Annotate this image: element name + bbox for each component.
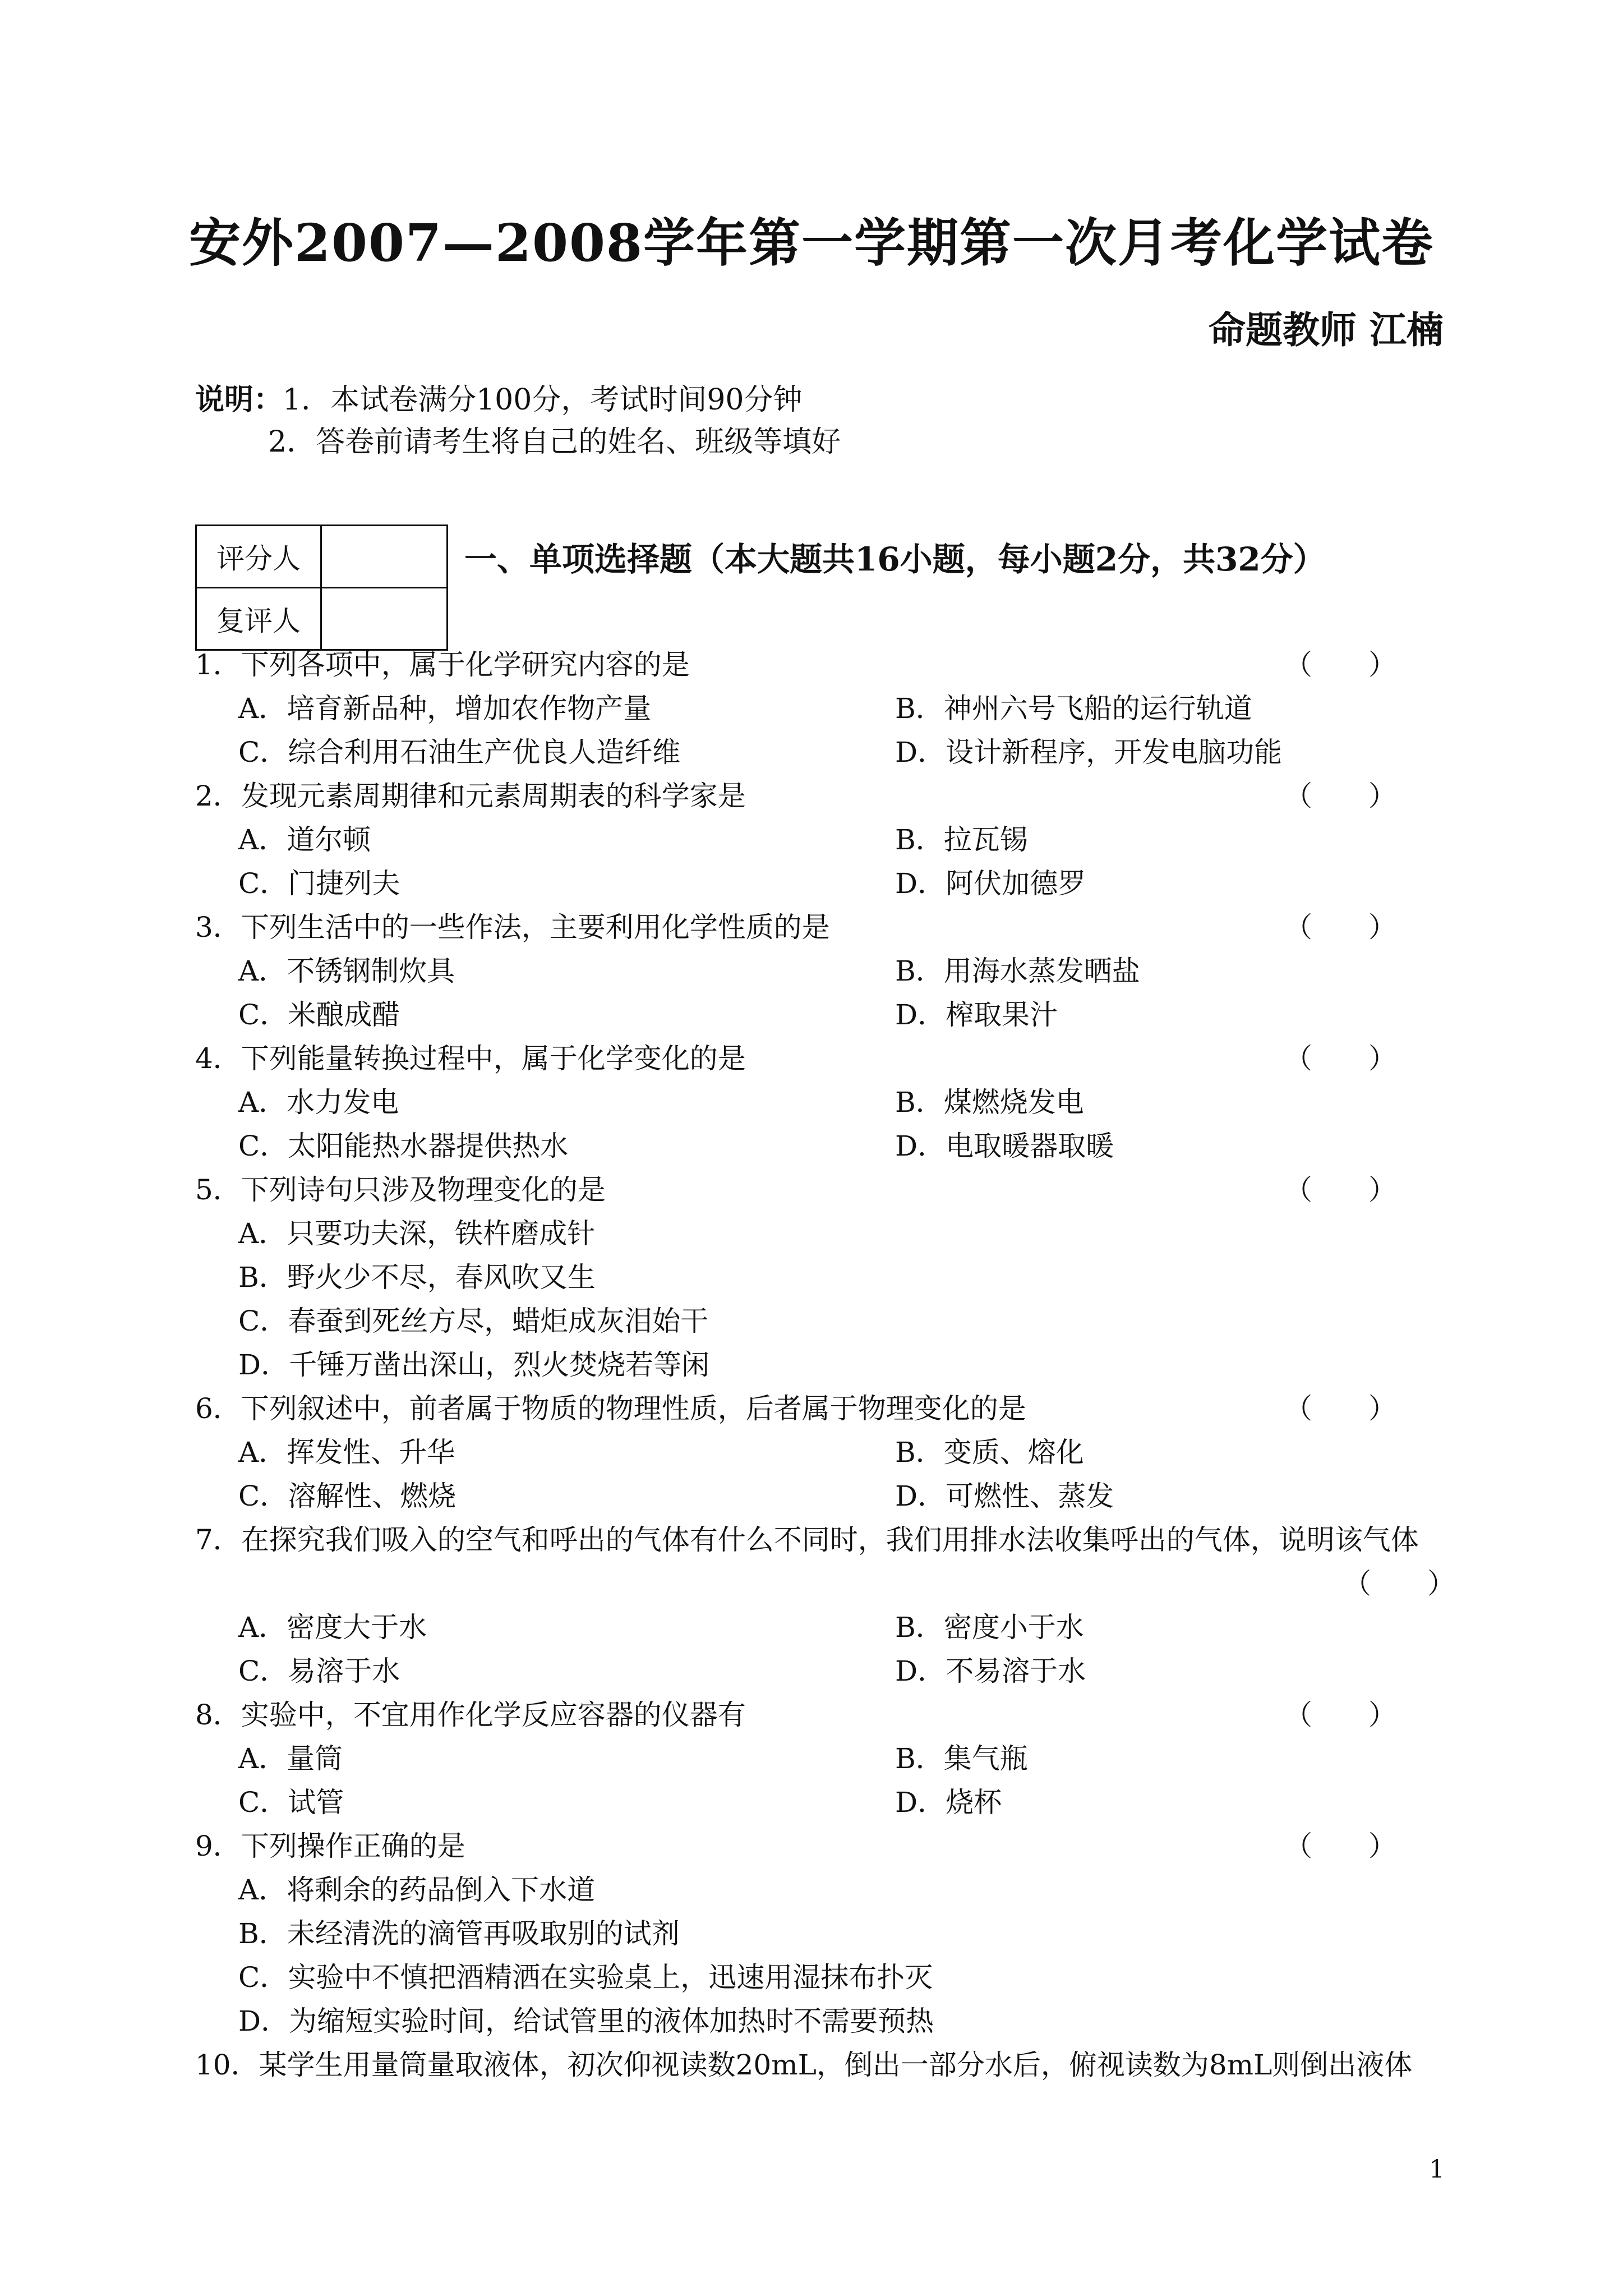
instructions-label: 说明： <box>195 383 283 417</box>
question-stem: 2．发现元素周期律和元素周期表的科学家是 <box>195 780 746 812</box>
question-option: C．米酿成醋 <box>238 999 400 1031</box>
grader-label: 评分人 <box>196 526 321 588</box>
grader-box <box>195 524 448 651</box>
question-option: B．密度小于水 <box>895 1611 1084 1644</box>
answer-paren: （ ） <box>1284 780 1396 812</box>
answer-paren: （ ） <box>1284 1830 1396 1862</box>
question-option: A．不锈钢制炊具 <box>238 955 455 987</box>
page-number: 1 <box>1429 2155 1445 2184</box>
question-option: A．道尔顿 <box>238 823 371 856</box>
question-option: C．综合利用石油生产优良人造纤维 <box>238 736 681 769</box>
question-option: B．变质、熔化 <box>895 1436 1084 1469</box>
question-option: B．拉瓦锡 <box>895 823 1028 856</box>
question-option: D．设计新程序，开发电脑功能 <box>895 736 1283 769</box>
question-option: B．用海水蒸发晒盐 <box>895 955 1140 987</box>
question-option: B．未经清洗的滴管再吸取别的试剂 <box>238 1917 680 1950</box>
question-stem: 4．下列能量转换过程中，属于化学变化的是 <box>195 1042 746 1075</box>
question-stem: 6．下列叙述中，前者属于物质的物理性质，后者属于物理变化的是 <box>195 1392 1026 1425</box>
question-option: C．春蚕到死丝方尽，蜡炬成灰泪始干 <box>238 1305 709 1337</box>
question-option: D．千锤万凿出深山，烈火焚烧若等闲 <box>238 1349 710 1381</box>
question-option: A．挥发性、升华 <box>238 1436 455 1469</box>
question-option: A．培育新品种，增加农作物产量 <box>238 692 652 725</box>
question-option: D．烧杯 <box>895 1786 1002 1819</box>
question-option: B．野火少不尽，春风吹又生 <box>238 1261 596 1294</box>
answer-paren: （ ） <box>1284 648 1396 681</box>
answer-paren: （ ） <box>1284 1042 1396 1075</box>
answer-paren: （ ） <box>1343 1567 1455 1600</box>
instruction-item-1: 1．本试卷满分100分，考试时间90分钟 <box>283 383 803 417</box>
question-stem: 7．在探究我们吸入的空气和呼出的气体有什么不同时，我们用排水法收集呼出的气体，说明该气体 <box>195 1524 1419 1556</box>
question-option: B．集气瓶 <box>895 1742 1028 1775</box>
question-option: A．只要功夫深，铁杵磨成针 <box>238 1217 596 1250</box>
question-option: D．阿伏加德罗 <box>895 867 1086 900</box>
question-option: D．不易溶于水 <box>895 1655 1086 1687</box>
question-option: D．榨取果汁 <box>895 999 1058 1031</box>
answer-paren: （ ） <box>1284 1699 1396 1731</box>
answer-paren: （ ） <box>1284 1392 1396 1425</box>
instruction-item-2: 2．答卷前请考生将自己的姓名、班级等填好 <box>268 425 841 459</box>
question-option: A．量筒 <box>238 1742 343 1775</box>
question-stem: 8．实验中，不宜用作化学反应容器的仪器有 <box>195 1699 746 1731</box>
question-option: C．实验中不慎把酒精洒在实验桌上，迅速用湿抹布扑灭 <box>238 1961 933 1994</box>
question-stem: 3．下列生活中的一些作法，主要利用化学性质的是 <box>195 911 830 944</box>
section-1-title: 一、单项选择题（本大题共16小题，每小题2分，共32分） <box>464 540 1326 578</box>
question-stem: 1．下列各项中，属于化学研究内容的是 <box>195 648 690 681</box>
instructions-line-1 <box>195 376 803 418</box>
question-stem: 5．下列诗句只涉及物理变化的是 <box>195 1174 606 1206</box>
reviewer-score-cell <box>321 588 448 650</box>
question-option: C．试管 <box>238 1786 344 1819</box>
answer-paren: （ ） <box>1284 1174 1396 1206</box>
question-option: C．太阳能热水器提供热水 <box>238 1130 569 1162</box>
grader-score-cell <box>321 526 448 588</box>
question-option: B．煤燃烧发电 <box>895 1086 1084 1119</box>
question-option: C．溶解性、燃烧 <box>238 1480 457 1512</box>
exam-title: 安外2007—2008学年第一学期第一次月考化学试卷 <box>188 213 1435 273</box>
reviewer-label: 复评人 <box>196 588 321 650</box>
answer-paren: （ ） <box>1284 911 1396 944</box>
question-option: D．为缩短实验时间，给试管里的液体加热时不需要预热 <box>238 2005 934 2037</box>
question-stem: 10．某学生用量筒量取液体，初次仰视读数20mL，倒出一部分水后，俯视读数为8mL则倒出液体 <box>195 2049 1413 2081</box>
question-option: B．神州六号飞船的运行轨道 <box>895 692 1252 725</box>
question-option: A．将剩余的药品倒入下水道 <box>238 1874 596 1906</box>
question-option: D．可燃性、蒸发 <box>895 1480 1114 1512</box>
question-option: A．密度大于水 <box>238 1611 427 1644</box>
question-option: A．水力发电 <box>238 1086 399 1119</box>
question-option: C．门捷列夫 <box>238 867 400 900</box>
exam-author: 命题教师 江楠 <box>1209 308 1444 352</box>
question-stem: 9．下列操作正确的是 <box>195 1830 465 1862</box>
question-option: D．电取暖器取暖 <box>895 1130 1114 1162</box>
question-option: C．易溶于水 <box>238 1655 400 1687</box>
